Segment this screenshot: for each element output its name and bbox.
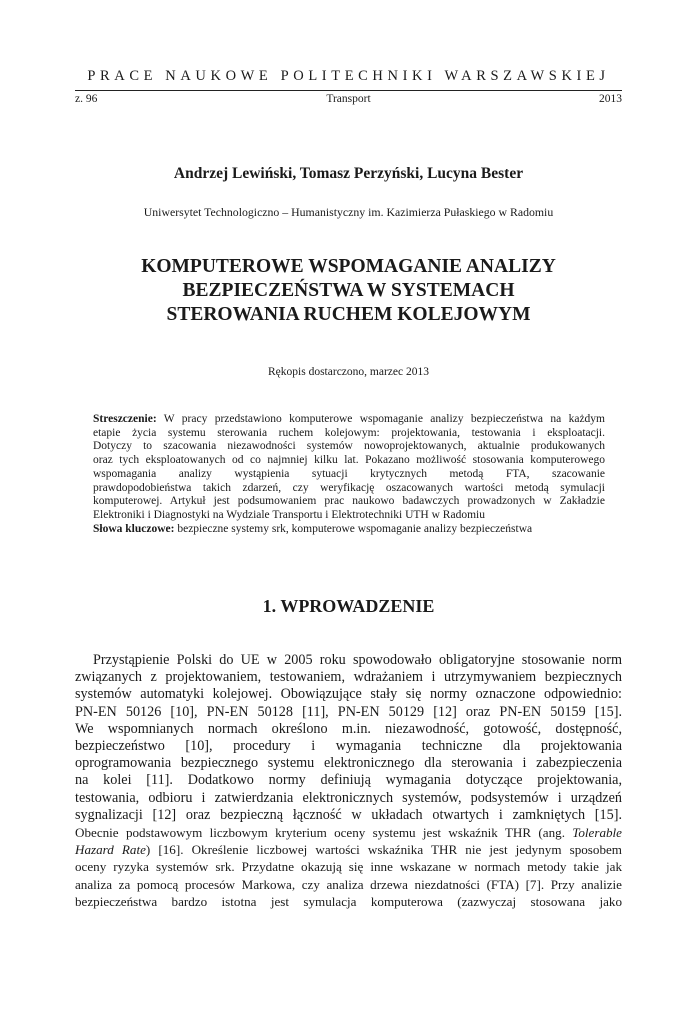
received-note: Rękopis dostarczono, marzec 2013 [268, 366, 429, 378]
body-line: sygnalizacji [12] oraz bezpieczną łączność w układach otwartych i zamkniętych [15]. [75, 806, 622, 823]
abstract [93, 413, 605, 536]
body-line: na kolei [11]. Dodatkowo normy definiują wymagania dotyczące projektowania, [75, 772, 622, 789]
authors: Andrzej Lewiński, Tomasz Perzyński, Lucyna Bester [173, 165, 524, 182]
affiliation: Uniwersytet Technologiczno – Humanistyczny im. Kazimierza Pułaskiego w Radomiu [143, 205, 554, 219]
title-line: KOMPUTEROWE WSPOMAGANIE ANALIZY [141, 256, 556, 277]
body-line: bezpieczeństwo [10], procedury i wymagania techniczne dla projektowania [75, 738, 622, 755]
keywords-line [93, 523, 605, 537]
abstract-line: Elektroniki i Diagnostyki na Wydziale Transportu i Elektrotechniki UTH w Radomiu [93, 508, 485, 521]
body-line: Obecnie podstawowym liczbowym kryterium oceny systemu jest wskaźnik THR (ang. Tolerable [75, 825, 622, 841]
abstract-line: etapie życia systemu sterowania ruchem kolejowym: projektowania, testowania i eksploatacji. [93, 426, 605, 439]
body-line: związanych z projektowaniem, testowaniem, wdrażaniem i utrzymywaniem bezpiecznych [75, 669, 622, 686]
abstract-line: wspomagania analizy wystąpienia sytuacji krytycznych metodą FTA, szacowanie [93, 467, 605, 480]
series-name: Transport [326, 93, 371, 105]
abstract-line: prawdopodobieństwa takich zdarzeń, czy weryfikację oszacowanych wartości metodą symulacji [93, 481, 605, 494]
body-line: bezpieczeństwa bardzo istotna jest symulacja komputerowa (zazwyczaj stosowana jako [75, 893, 622, 909]
body-line: systemów automatyki kolejowej. Obowiązujące stały się normy oznaczone odpowiednio: [75, 686, 622, 703]
header-rule [75, 90, 622, 91]
body-line: testowania, odbioru i zatwierdzania elektronicznych systemów, podsystemów i urządzeń [75, 789, 622, 806]
abstract-line: oraz tych eksploatowanych od co najmniej kilku lat. Pokazano możliwość stosowania komputerowego [93, 454, 605, 467]
body-line: oceny ryzyka systemów srk. Przydatne okazują się inne wskazane w normach metody takie jak [75, 859, 622, 875]
title-line: STEROWANIA RUCHEM KOLEJOWYM [166, 304, 531, 325]
body-text [75, 652, 622, 910]
abstract-line: Dotyczy to szacowania niezawodności systemów nowoprojektowanych, aktualnie produkowanych [93, 440, 605, 453]
abstract-line: komputerowej. Artykuł jest podsumowaniem prac naukowo badawczych prowadzonych w Zakładzie [93, 495, 605, 508]
journal-name: PRACE NAUKOWE POLITECHNIKI WARSZAWSKIEJ [87, 68, 610, 84]
keywords-label: Słowa kluczowe: [93, 522, 175, 535]
abstract-label: Streszczenie: [93, 413, 157, 425]
body-line: oprogramowania bezpiecznego systemu elektronicznego dla sterowania i zabezpieczenia [75, 755, 622, 772]
section-heading: 1. WPROWADZENIE [262, 596, 435, 616]
abstract-line: Streszczenie: W pracy przedstawiono komputerowe wspomaganie analizy bezpieczeństwa na każdym [93, 413, 605, 425]
keywords: bezpieczne systemy srk, komputerowe wspomaganie analizy bezpieczeństwa [174, 522, 533, 535]
publication-year: 2013 [599, 93, 622, 105]
volume-number: z. 96 [75, 93, 98, 105]
title-line: BEZPIECZEŃSTWA W SYSTEMACH [182, 280, 515, 301]
body-line: PN-EN 50126 [10], PN-EN 50128 [11], PN-EN 50129 [12] oraz PN-EN 50159 [15]. [75, 703, 622, 720]
body-line: Przystąpienie Polski do UE w 2005 roku spowodowało obligatoryjne stosowanie norm [93, 652, 622, 668]
paper-title [75, 255, 622, 327]
body-line: We wspomnianych normach określono m.in. niezawodność, gotowość, dostępność, [75, 720, 622, 737]
body-line: Hazard Rate) [16]. Określenie liczbowej wartości wskaźnika THR nie jest jedynym sposobem [75, 842, 622, 858]
body-line: analiza za pomocą procesów Markowa, czy analiza drzewa niezdatności (FTA) [7]. Przy analizie [75, 876, 622, 892]
